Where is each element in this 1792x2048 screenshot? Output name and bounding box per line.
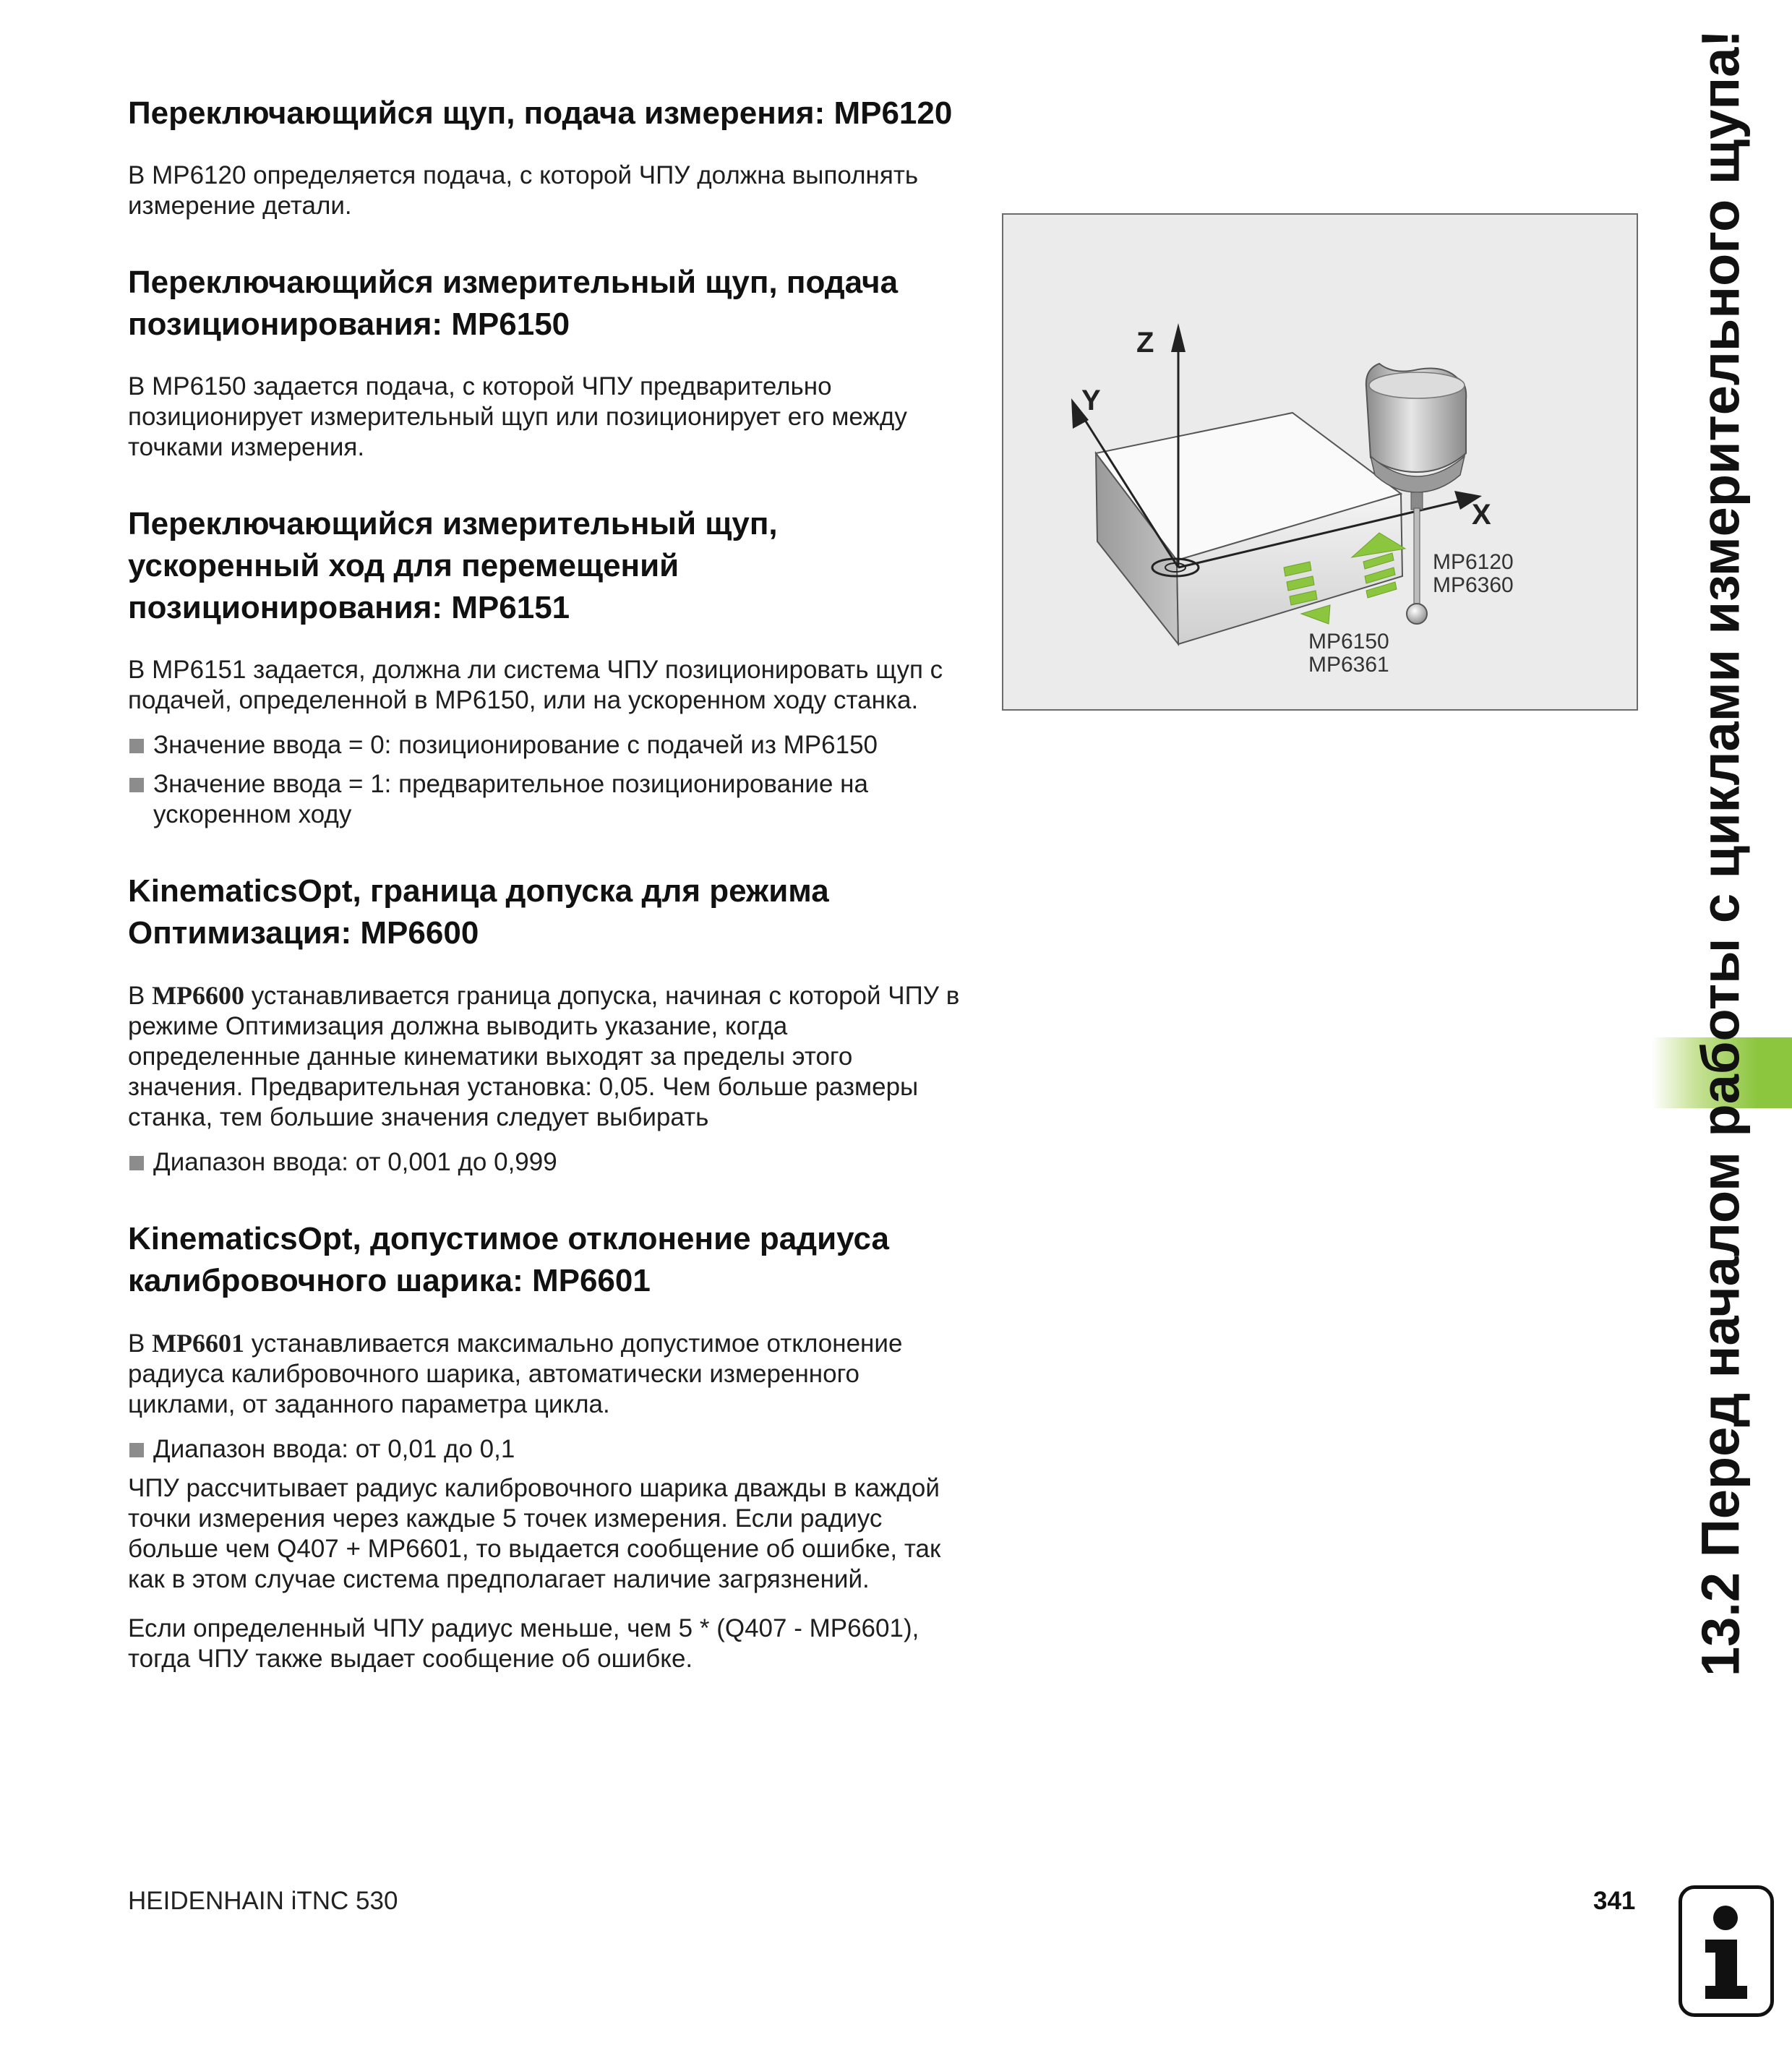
paragraph: В MP6150 задается подача, с которой ЧПУ предварительно позиционирует измерительный щуп или позиционирует его между точками измерения. xyxy=(128,372,907,461)
footer-product: HEIDENHAIN iTNC 530 xyxy=(128,1887,398,1915)
paragraph xyxy=(128,980,966,1133)
bullet-list xyxy=(128,1147,966,1178)
paragraph: В MP6120 определяется подача, с которой ЧПУ должна выполнять измерение детали. xyxy=(128,161,919,220)
text-prefix: В xyxy=(128,1329,153,1358)
bullet-list xyxy=(128,730,966,830)
section-mp6600 xyxy=(128,870,966,1178)
bullet-item xyxy=(128,1147,966,1178)
text-prefix: В xyxy=(128,982,153,1010)
axis-z-label: Z xyxy=(1136,327,1154,359)
text-rest: устанавливается граница допуска, начиная с которой ЧПУ в режиме Оптимизация должна выводить указание, когда определенные данные кинематики выходят за пределы этого значения. Предварительная установка: 0,05. Чем больше размеры станка, тем большие значения следует выбирать xyxy=(128,982,960,1131)
probe-diagram-svg xyxy=(1003,215,1639,712)
paragraph: ЧПУ рассчитывает радиус калибровочного шарика дважды в каждой точки измерения через каждые 5 точек измерения. Если радиус больше чем Q407 + MP6601, то выдается сообщение об ошибке, так как в этом случае система предполагает наличие загрязнений. xyxy=(128,1474,941,1593)
section-title: Переключающийся измерительный щуп, подача позиционирования: MP6150 xyxy=(128,265,899,342)
param-name: MP6601 xyxy=(152,1329,245,1358)
axis-x-label: X xyxy=(1472,499,1491,531)
probe-diagram xyxy=(1002,213,1638,711)
section-mp6120 xyxy=(128,93,966,221)
paragraph: В MP6151 задается, должна ли система ЧПУ позиционировать щуп с подачей, определенной в MP6150, или на ускоренном ходу станка. xyxy=(128,656,943,714)
bullet-text: Диапазон ввода: от 0,01 до 0,1 xyxy=(153,1435,515,1463)
section-title: Переключающийся измерительный щуп, ускоренный ход для перемещений позиционирования: MP6151 xyxy=(128,506,778,625)
bullet-square-icon xyxy=(129,1156,144,1170)
text-rest: устанавливается максимально допустимое отклонение радиуса калибровочного шарика, автоматически измеренного циклами, от заданного параметра цикла. xyxy=(128,1329,903,1418)
bullet-item xyxy=(128,730,966,760)
z-arrow-icon xyxy=(1171,323,1186,352)
paragraph: Если определенный ЧПУ радиус меньше, чем 5 * (Q407 - MP6601), тогда ЧПУ также выдает сообщение об ошибке. xyxy=(128,1614,919,1673)
bullet-square-icon xyxy=(129,778,144,792)
section-mp6150 xyxy=(128,262,966,463)
label-mp6120: MP6120 xyxy=(1433,550,1514,574)
param-name: MP6600 xyxy=(152,981,245,1010)
chapter-side-title: 13.2 Перед началом работы с циклами измерительного щупа! xyxy=(1690,29,1751,1677)
section-mp6151 xyxy=(128,503,966,830)
bullet-square-icon xyxy=(129,739,144,753)
bullet-text: Значение ввода = 1: предварительное позиционирование на ускоренном ходу xyxy=(153,770,868,828)
bullet-text: Значение ввода = 0: позиционирование с подачей из MP6150 xyxy=(153,731,878,759)
axis-y-label: Y xyxy=(1081,385,1101,416)
bullet-text: Диапазон ввода: от 0,001 до 0,999 xyxy=(153,1148,557,1176)
label-mp6150: MP6150 xyxy=(1308,630,1389,654)
bullet-list xyxy=(128,1434,966,1465)
paragraph xyxy=(128,1328,966,1420)
info-icon xyxy=(1679,1885,1774,2017)
section-title: KinematicsOpt, граница допуска для режима Оптимизация: MP6600 xyxy=(128,873,829,951)
section-title: Переключающийся щуп, подача измерения: MP6120 xyxy=(128,95,953,131)
section-mp6601 xyxy=(128,1218,966,1674)
label-mp6360: MP6360 xyxy=(1433,573,1514,597)
bullet-square-icon xyxy=(129,1443,144,1457)
bullet-item xyxy=(128,1434,966,1465)
page-number: 341 xyxy=(1593,1887,1636,1915)
main-content xyxy=(128,93,966,1706)
bullet-item xyxy=(128,769,966,830)
label-mp6361: MP6361 xyxy=(1308,653,1389,677)
section-title: KinematicsOpt, допустимое отклонение радиуса калибровочного шарика: MP6601 xyxy=(128,1221,890,1298)
